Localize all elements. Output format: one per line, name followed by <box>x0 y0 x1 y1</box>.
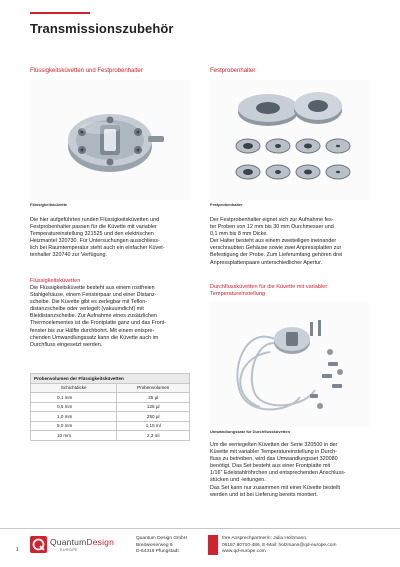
title-accent-line <box>30 12 90 14</box>
table-row: 10 mm 2,3 ml <box>31 431 190 441</box>
table-header-volume: Probenvolumen <box>117 383 190 393</box>
flow-kit-photo <box>210 302 370 427</box>
solid-holder-photo <box>210 80 370 200</box>
logo-subtitle: EUROPE <box>60 548 79 552</box>
table-row: 0,5 mm 125 µl <box>31 402 190 412</box>
page-number: 1 <box>16 547 19 553</box>
table-caption: Probenvolumen der Flüssigkeitsküvetten <box>31 374 190 384</box>
flow-cells-subheading: Durchflussküvetten für die Küvette mit variabler Temperatureinstellung <box>210 284 328 298</box>
website-link[interactable]: www.qd-europe.com <box>222 549 266 555</box>
quantum-design-logo-icon <box>30 536 47 553</box>
flow-kit-text: Um die verriegelten Küvetten der Serie 320500 in der Küvette mit variabler Temperatureinstellung in Durch- fluss zu betreiben, wird das Umwandlungsset 320080 benötigt. Das Set besteht aus einer Frontplatte mit 1/16" Edelstahlröhrchen und entsprechenden Anschluss- stücken und -leitungen. Das Set kann nur zusammen mit einer Küvette bestellt werden und ist bei Lieferung bereits montiert. <box>210 442 346 498</box>
left-intro-text: Die hier aufgeführten runden Flüssigkeitsküvetten und Festprobenhalter passen für die Küvette mit variabler Temperatureinstellung 321525 und den elektrischen Heizmantel 320730. Für Untersuchungen ausschliess- lich bei Raumtemperatur steht auch ein einfacher Küvet- tenhalter 320740 zur Verfügung. <box>30 217 165 259</box>
left-section-heading: Flüssigkeitsküvetten und Festprobenhalter <box>30 68 143 74</box>
company-address: Quantum Design GmbH Breitwieserweg 9 D-64319 Pfungstadt <box>136 536 188 555</box>
sample-volume-table <box>30 373 190 441</box>
table-row: 5,0 mm 1,15 ml <box>31 421 190 431</box>
right-intro-text: Der Festprobenhalter eignet sich zur Aufnahme fes- ter Proben von 12 mm bis 30 mm Durchmesser und 0,1 mm bis 8 mm Dicke. Der Halter besteht aus einem zweiteiligen ineinander verschraubten Gehäuse sowie zwei Anpressplatten zur Befestigung der Probe. Zum Lieferumfang gehören drei Anpressplattenpaare unterschiedlicher Apertur. <box>210 217 343 266</box>
liquid-cells-text: Die Flüssigkeitsküvette besteht aus einem rostfreien Stahlgehäuse, einem Fensterpaar und einer Distanz- scheibe. Die Küvette gibt es zerlegbar mit Teflon- distanzscheibe oder verlegelt (vakuumdicht) mit Bleidistanzscheibe. Zur Aufnahme eines zusätzlichen Thermoelementes ist die Frontplatte ganz und das Front- fenster bis zur Hälfte durchbohrt. Mit einem entspre- chenden Umwandlungssatz kann die Küvette auch im Durchfluss eingesetzt werden. <box>30 285 167 348</box>
contact-info: Ihre Ansprechpartnerin: Julia Holzmann, 06157 80710-486, E-Mail: holzmann@qd-europe.com www.qd-europe.com <box>222 536 337 555</box>
page-title: Transmissionszubehör <box>30 21 174 36</box>
flow-kit-caption: Umwandlungssatz für Durchflussküvetten <box>210 429 291 434</box>
liquid-cell-photo <box>30 80 190 200</box>
table-header-thickness: Schichtdicke <box>31 383 117 393</box>
solid-holder-caption: Festprobenhalter <box>210 202 243 207</box>
footer-divider <box>0 528 400 529</box>
logo-wordmark: QuantumDesign <box>50 537 115 547</box>
contact-accent-bar <box>208 535 218 555</box>
liquid-cell-caption: Flüssigkeitsküvette <box>30 202 68 207</box>
table-row: 0,1 mm 25 µl <box>31 393 190 403</box>
right-section-heading: Festprobenhalter <box>210 68 256 74</box>
liquid-cells-subheading: Flüssigkeitsküvetten <box>30 278 81 284</box>
table-row: 1,0 mm 250 µl <box>31 412 190 422</box>
